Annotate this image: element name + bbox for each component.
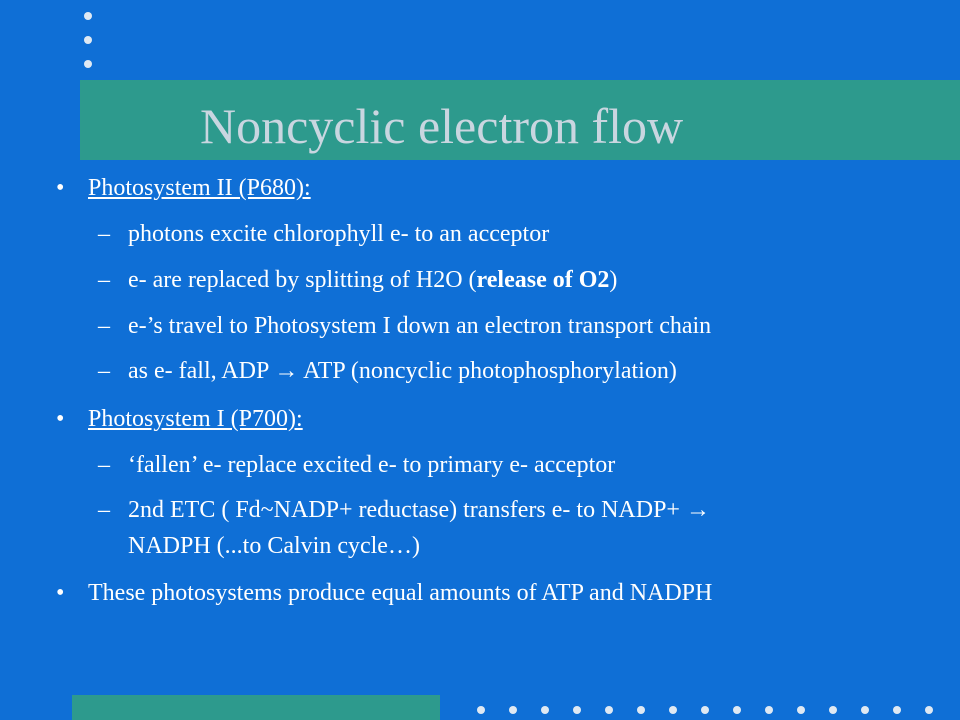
decorative-dot <box>509 706 517 714</box>
dash-symbol: – <box>98 267 110 293</box>
bullet-symbol: • <box>56 580 65 606</box>
decorative-dot <box>477 706 485 714</box>
arrow-icon: → <box>685 497 710 523</box>
sub-item-continuation: NADPH (...to Calvin cycle…) <box>128 533 420 559</box>
decorative-dot <box>797 706 805 714</box>
bullet-text: Photosystem I (P700): <box>88 406 303 432</box>
bullet-symbol: • <box>56 175 65 201</box>
decorative-dot <box>541 706 549 714</box>
decorative-dot <box>605 706 613 714</box>
text-part: 2nd ETC ( Fd~NADP+ reductase) transfers e- to NADP+ <box>128 497 686 523</box>
bullet-symbol: • <box>56 406 65 432</box>
decorative-dot <box>893 706 901 714</box>
dash-symbol: – <box>98 313 110 339</box>
bullet-text: Photosystem II (P680): <box>88 175 311 201</box>
sub-item-text <box>128 495 710 525</box>
decorative-dot <box>925 706 933 714</box>
slide-title: Noncyclic electron flow <box>200 98 684 154</box>
bottom-band <box>72 695 440 720</box>
decorative-dot <box>669 706 677 714</box>
text-part: as e- fall, ADP <box>128 358 275 384</box>
bold-text: release of O2 <box>476 267 610 293</box>
bullet-text: These photosystems produce equal amounts of ATP and NADPH <box>88 580 713 606</box>
decorative-dot <box>829 706 837 714</box>
text-part: e- are replaced by splitting of H2O ( <box>128 267 477 293</box>
dash-symbol: – <box>98 452 110 478</box>
text-part: ATP (noncyclic photophosphorylation) <box>298 358 677 384</box>
sub-item-text <box>128 265 617 295</box>
sub-item-text: photons excite chlorophyll e- to an acceptor <box>128 221 550 247</box>
decorative-dot <box>733 706 741 714</box>
dash-symbol: – <box>98 358 110 384</box>
sub-item-text: ‘fallen’ e- replace excited e- to primary e- acceptor <box>128 452 616 478</box>
text-part: ) <box>609 267 618 293</box>
decorative-dot <box>573 706 581 714</box>
arrow-icon: → <box>274 358 299 384</box>
decorative-dot <box>84 12 92 20</box>
decorative-dot <box>84 60 92 68</box>
dash-symbol: – <box>98 497 110 523</box>
decorative-dot <box>637 706 645 714</box>
decorative-dot <box>861 706 869 714</box>
dash-symbol: – <box>98 221 110 247</box>
decorative-dot <box>84 36 92 44</box>
decorative-dot <box>701 706 709 714</box>
sub-item-text: e-’s travel to Photosystem I down an electron transport chain <box>128 313 712 339</box>
sub-item-text <box>128 356 677 386</box>
decorative-dot <box>765 706 773 714</box>
